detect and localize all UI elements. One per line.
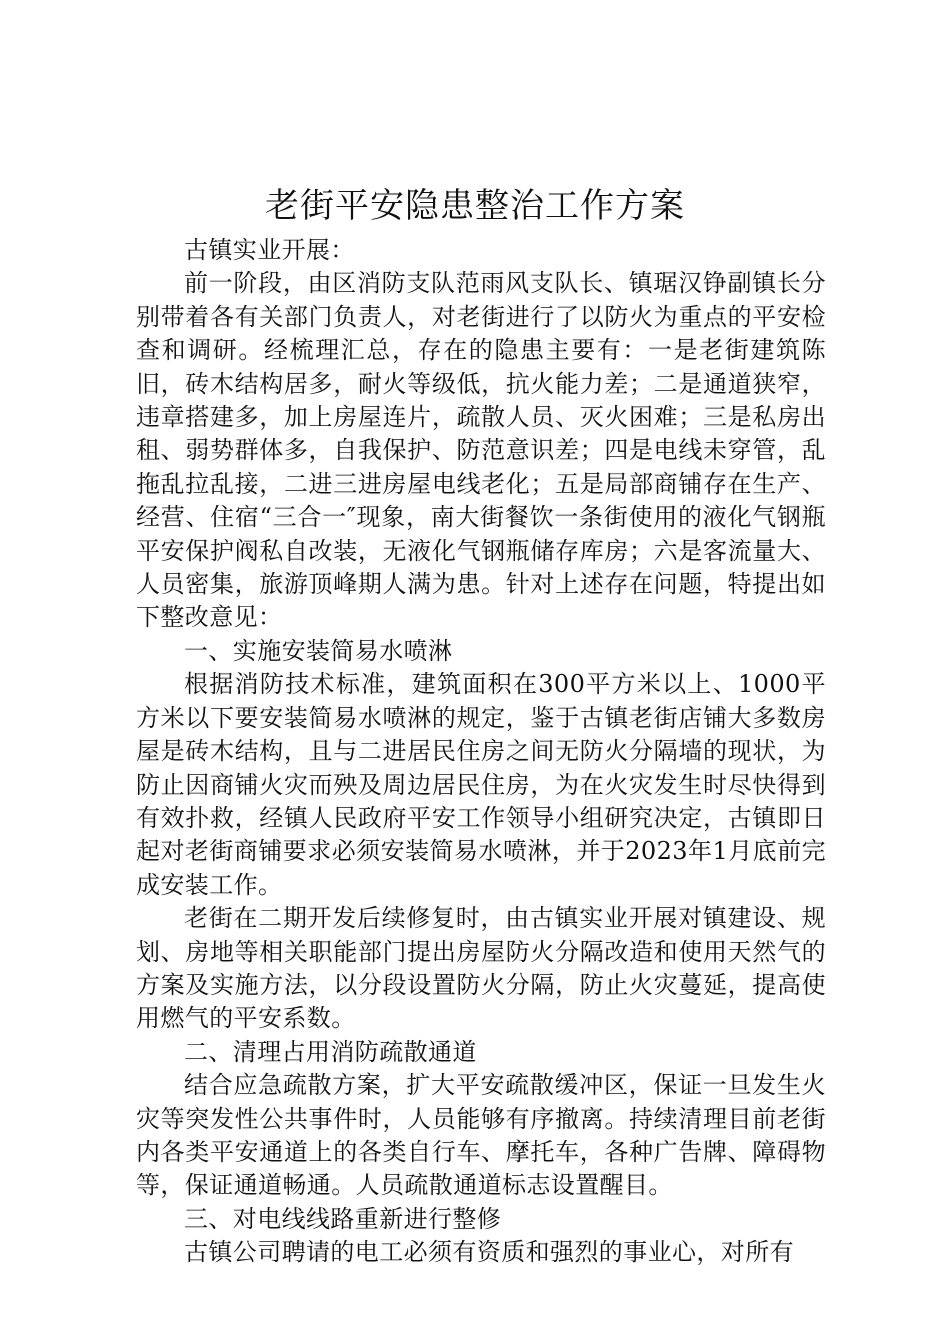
document-body bbox=[136, 234, 826, 1270]
paragraph-evacuation: 结合应急疏散方案，扩大平安疏散缓冲区，保证一旦发生火灾等突发性公共事件时，人员能够有序撤离。持续清理目前老街内各类平安通道上的各类自行车、摩托车，各种广告牌、障碍物等，保证通道畅通。人员疏散通道标志设置醒目。 bbox=[136, 1071, 826, 1200]
paragraph-electrical: 古镇公司聘请的电工必须有资质和强烈的事业心，对所有 bbox=[184, 1238, 794, 1267]
section-heading-2: 二、清理占用消防疏散通道 bbox=[184, 1037, 477, 1066]
section-heading-1: 一、实施安装简易水喷淋 bbox=[184, 636, 453, 665]
paragraph-sprinkler: 根据消防技术标准，建筑面积在300平方米以上、1000平方米以下要安装简易水喷淋的规定，鉴于古镇老街店铺大多数房屋是砖木结构，且与二进居民住房之间无防火分隔墙的现状，为防止因商铺火灾而殃及周边居民住房，为在火灾发生时尽快得到有效扑救，经镇人民政府平安工作领导小组研究决定，古镇即日起对老街商铺要求必须安装简易水喷淋，并于2023年1月底前完成安装工作。 bbox=[136, 670, 826, 899]
paragraph-background: 前一阶段，由区消防支队范雨风支队长、镇琚汉铮副镇长分别带着各有关部门负责人，对老街进行了以防火为重点的平安检查和调研。经梳理汇总，存在的隐患主要有：一是老街建筑陈旧，砖木结构居多，耐火等级低，抗火能力差；二是通道狭窄，违章搭建多，加上房屋连片，疏散人员、灭火困难；三是私房出租、弱势群体多，自我保护、防范意识差；四是电线未穿管，乱拖乱拉乱接，二进三进房屋电线老化；五是局部商铺存在生产、经营、住宿“三合一″现象，南大街餐饮一条街使用的液化气钢瓶平安保护阀私自改装，无液化气钢瓶储存库房；六是客流量大、人员密集，旅游顶峰期人满为患。针对上述存在问题，特提出如下整改意见： bbox=[136, 269, 826, 632]
document-title: 老街平安隐患整治工作方案 bbox=[265, 186, 685, 226]
section-heading-3: 三、对电线线路重新进行整修 bbox=[184, 1204, 502, 1233]
paragraph-renovation: 老街在二期开发后续修复时，由古镇实业开展对镇建设、规划、房地等相关职能部门提出房屋防火分隔改造和使用天然气的方案及实施方法，以分段设置防火分隔，防止火灾蔓延，提高使用燃气的平安系数。 bbox=[136, 904, 826, 1033]
addressee-line: 古镇实业开展： bbox=[184, 236, 355, 264]
